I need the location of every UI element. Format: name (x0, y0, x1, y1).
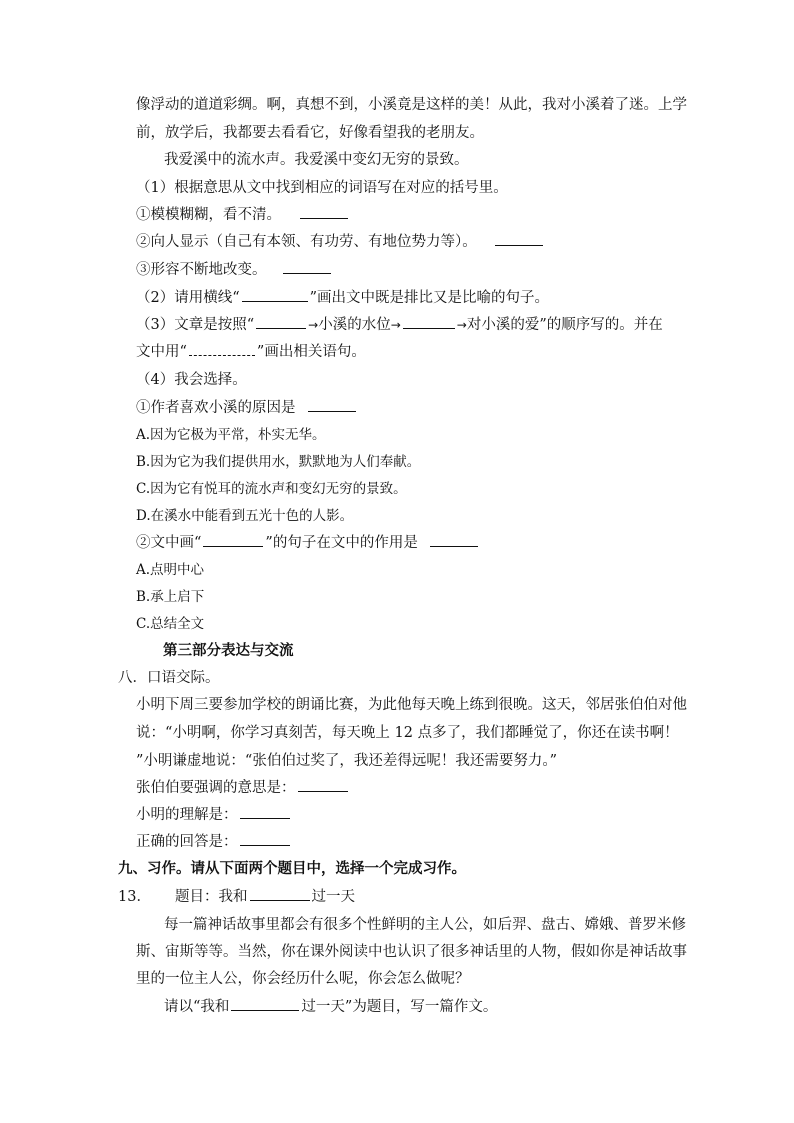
answer-blank[interactable] (300, 205, 348, 219)
answer-blank[interactable] (189, 342, 255, 356)
section-8-title: 八．口语交际。 (118, 670, 220, 686)
question-1a (136, 205, 350, 225)
story-line: ”小明谦虚地说：“张伯伯过奖了，我还差得远呢！我还需要努力。” (136, 753, 557, 769)
prompt-line (164, 997, 497, 1017)
question-3-line2 (136, 342, 366, 362)
question-2 (136, 288, 549, 308)
answer-blank[interactable] (283, 260, 331, 274)
ask-text: 张伯伯要强调的意思是： (136, 780, 296, 796)
ask-line (136, 832, 292, 852)
question-4-sub2-pre: ②文中画“ (136, 535, 202, 551)
answer-blank[interactable] (203, 533, 263, 547)
question-1b (136, 232, 545, 252)
passage-line: 我爱溪中的流水声。我爱溪中变幻无穷的景致。 (164, 152, 469, 168)
ask-text: 正确的回答是： (136, 834, 238, 850)
question-3 (136, 315, 663, 335)
answer-blank[interactable] (256, 315, 306, 329)
question-1-prompt: （1）根据意思从文中找到相应的词语写在对应的括号里。 (136, 180, 508, 196)
answer-blank[interactable] (403, 315, 455, 329)
answer-blank[interactable] (308, 398, 356, 412)
question-3-line2-post: ”画出相关语句。 (256, 344, 366, 360)
passage-line: 前，放学后，我都要去看看它，好像看望我的老朋友。 (136, 125, 484, 141)
question-3-line2-pre: 文中用“ (136, 344, 187, 360)
answer-blank[interactable] (298, 778, 348, 792)
question-2-post: ”画出文中既是排比又是比喻的句子。 (309, 290, 550, 306)
answer-blank[interactable] (242, 288, 308, 302)
question-3-pre: （3）文章是按照“ (136, 317, 255, 333)
question-13-number: 13． (118, 889, 151, 905)
story-line: 说：“小明啊，你学习真刻苦，每天晚上 12 点多了，我们都睡觉了，你还在读书啊！ (136, 725, 679, 741)
question-3-post: 对小溪的爱”的顺序写的。并在 (466, 317, 663, 333)
question-4-sub2-post: ”的句子在文中的作用是 (265, 535, 418, 551)
passage-line: 像浮动的道道彩绸。啊，真想不到，小溪竟是这样的美！从此，我对小溪着了迷。上学 (136, 97, 687, 113)
story-line: 小明下周三要参加学校的朗诵比赛，为此他每天晚上练到很晚。这天，邻居张伯伯对他 (136, 697, 687, 713)
option[interactable]: C.因为它有悦耳的流水声和变幻无穷的景致。 (136, 481, 407, 497)
question-4-sub1-text: ①作者喜欢小溪的原因是 (136, 400, 296, 416)
option[interactable]: A.点明中心 (136, 562, 205, 578)
part-3-title: 第三部分表达与交流 (163, 642, 294, 659)
option[interactable]: A.因为它极为平常，朴实无华。 (136, 427, 326, 443)
topic-pre: 题目：我和 (175, 889, 248, 905)
answer-blank[interactable] (250, 887, 310, 901)
question-4-sub2 (136, 533, 480, 553)
answer-blank[interactable] (430, 533, 478, 547)
answer-blank[interactable] (231, 997, 299, 1011)
prompt-line: 每一篇神话故事里都会有很多个性鲜明的主人公，如后羿、盘古、嫦娥、普罗米修 (164, 917, 686, 933)
question-13-topic (175, 887, 355, 907)
option[interactable]: C.总结全文 (136, 616, 205, 632)
question-3-mid: 小溪的水位 (318, 317, 391, 333)
ask-line (136, 805, 292, 825)
arrow-icon: → (308, 318, 319, 332)
question-4-sub1 (136, 398, 358, 418)
option[interactable]: B.承上启下 (136, 589, 205, 605)
prompt-post: 过一天”为题目，写一篇作文。 (301, 999, 498, 1015)
answer-blank[interactable] (495, 232, 543, 246)
section-9-title: 九、习作。请从下面两个题目中，选择一个完成习作。 (118, 860, 466, 877)
ask-text: 小明的理解是： (136, 807, 238, 823)
option[interactable]: B.因为它为我们提供用水，默默地为人们奉献。 (136, 454, 421, 470)
answer-blank[interactable] (240, 832, 290, 846)
arrow-icon: → (456, 318, 467, 332)
question-1c-text: ③形容不断地改变。 (136, 262, 267, 278)
question-1a-text: ①模模糊糊，看不清。 (136, 207, 281, 223)
prompt-line: 里的一位主人公，你会经历什么呢，你会怎么做呢？ (136, 971, 470, 987)
prompt-line: 斯、宙斯等等。当然，你在课外阅读中也认识了很多神话里的人物，假如你是神话故事 (136, 944, 687, 960)
answer-blank[interactable] (240, 805, 290, 819)
option[interactable]: D.在溪水中能看到五光十色的人影。 (136, 508, 354, 524)
question-4-prompt: （4）我会选择。 (136, 372, 247, 388)
ask-line (136, 778, 350, 798)
arrow-icon: → (390, 318, 401, 332)
question-2-pre: （2）请用横线“ (136, 290, 240, 306)
topic-post: 过一天 (311, 889, 355, 905)
question-1b-text: ②向人显示（自己有本领、有功劳、有地位势力等）。 (136, 234, 477, 250)
question-1c (136, 260, 333, 280)
prompt-pre: 请以“我和 (164, 999, 230, 1015)
